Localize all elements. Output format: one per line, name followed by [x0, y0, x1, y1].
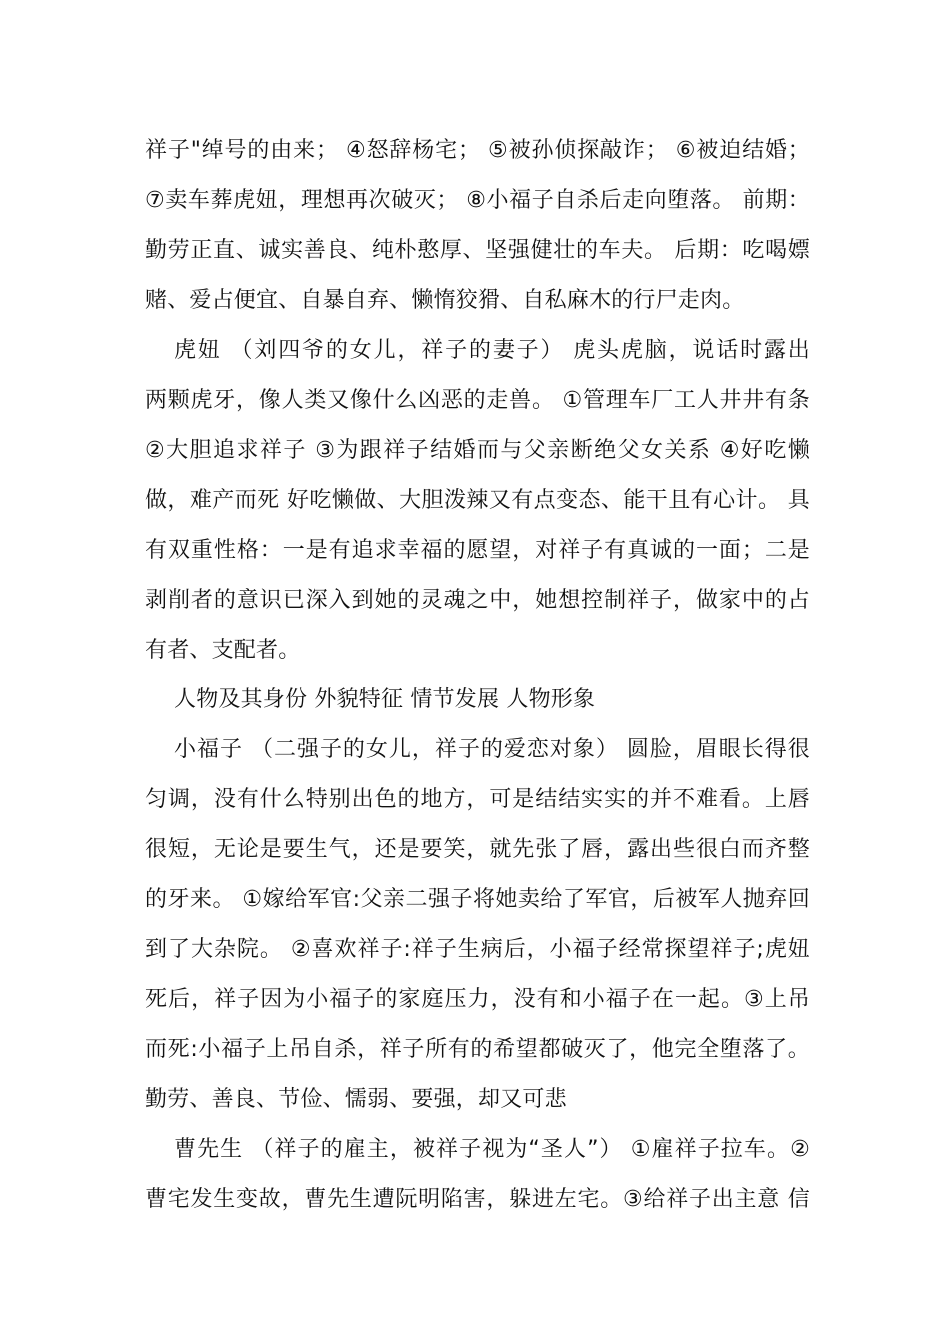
text-line: 死后，祥子因为小福子的家庭压力，没有和小福子在一起。③上吊 [145, 987, 810, 1012]
text-line: 剥削者的意识已深入到她的灵魂之中，她想控制祥子，做家中的占 [145, 588, 810, 613]
text-line: 赌、爱占便宜、自暴自弃、懒惰狡猾、自私麻木的行尸走肉。 [145, 288, 745, 313]
text-line: ②大胆追求祥子 ③为跟祥子结婚而与父亲断绝父女关系 ④好吃懒 [145, 438, 810, 463]
text-line: 做，难产而死 好吃懒做、大胆泼辣又有点变态、能干且有心计。 具 [145, 488, 810, 513]
text-line: 匀调，没有什么特别出色的地方，可是结结实实的并不难看。上唇 [145, 787, 810, 812]
text-line: 曹先生 （祥子的雇主，被祥子视为“圣人”） ①雇祥子拉车。② [174, 1137, 810, 1162]
text-line: 虎妞 （刘四爷的女儿，祥子的妻子） 虎头虎脑，说话时露出 [174, 338, 810, 363]
text-line: 有者、支配者。 [145, 638, 301, 663]
text-line: 勤劳、善良、节俭、懦弱、要强，却又可悲 [145, 1087, 567, 1112]
text-line: 曹宅发生变故，曹先生遭阮明陷害，躲进左宅。③给祥子出主意 信 [145, 1187, 810, 1212]
text-line: ⑦卖车葬虎妞，理想再次破灭； ⑧小福子自杀后走向堕落。 前期： [145, 188, 810, 213]
text-line: 的牙来。 ①嫁给军官:父亲二强子将她卖给了军官，后被军人抛弃回 [145, 887, 810, 912]
text-line: 到了大杂院。 ②喜欢祥子:祥子生病后，小福子经常探望祥子;虎妞 [145, 937, 810, 962]
text-line: 两颗虎牙，像人类又像什么凶恶的走兽。 ①管理车厂工人井井有条 [145, 388, 810, 413]
text-line: 祥子"绰号的由来； ④怒辞杨宅； ⑤被孙侦探敲诈； ⑥被迫结婚； [145, 138, 810, 163]
text-line: 勤劳正直、诚实善良、纯朴憨厚、坚强健壮的车夫。 后期：吃喝嫖 [145, 238, 810, 263]
section-heading: 人物及其身份 外貌特征 情节发展 人物形象 [174, 687, 596, 712]
text-line: 而死:小福子上吊自杀，祥子所有的希望都破灭了，他完全堕落了。 [145, 1037, 810, 1062]
text-line: 很短，无论是要生气，还是要笑，就先张了唇，露出些很白而齐整 [145, 837, 810, 862]
text-line: 小福子 （二强子的女儿，祥子的爱恋对象） 圆脸，眉眼长得很 [174, 737, 810, 762]
text-line: 有双重性格：一是有追求幸福的愿望，对祥子有真诚的一面；二是 [145, 538, 810, 563]
